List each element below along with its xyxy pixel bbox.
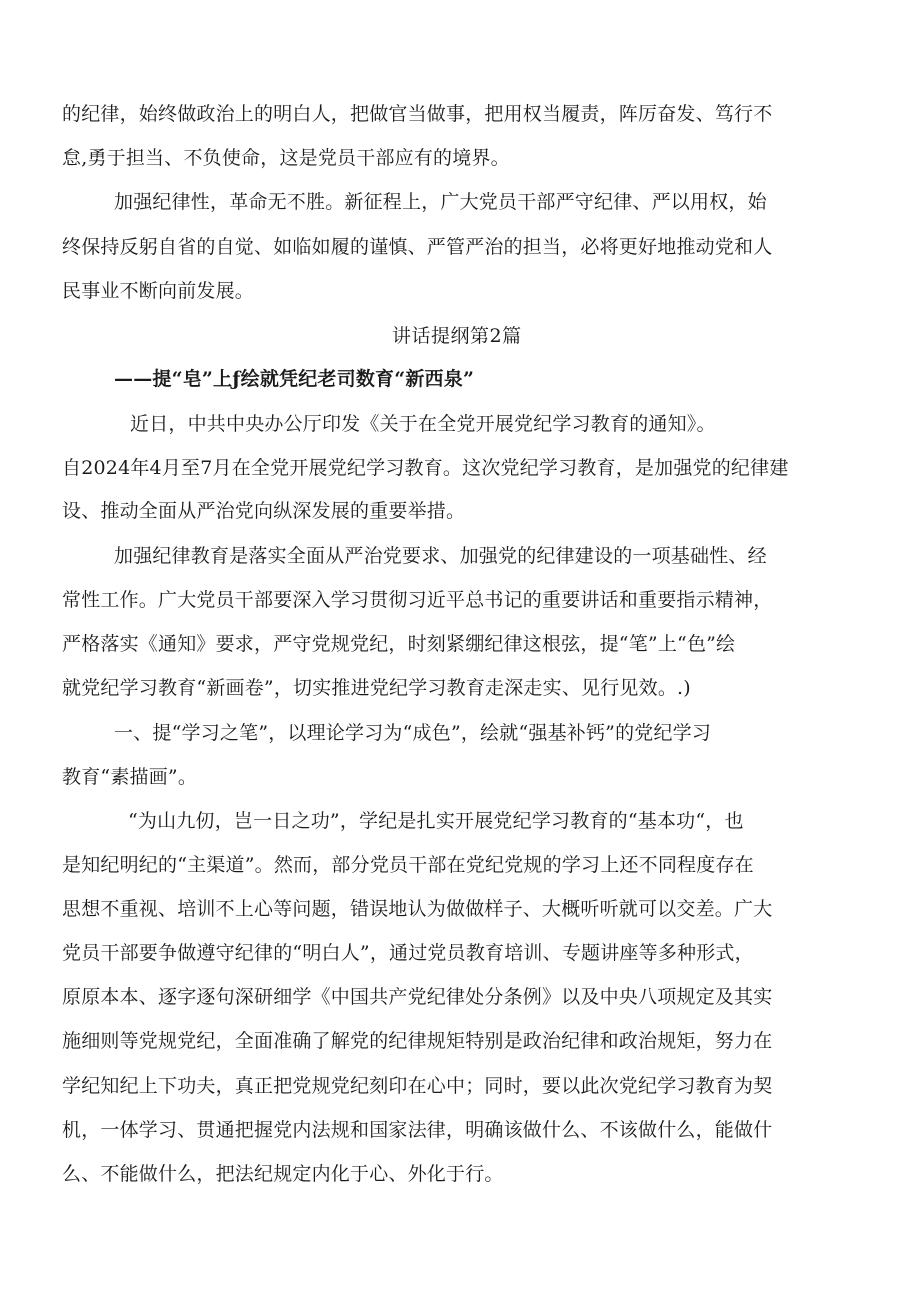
text-line: 么、不能做什么，把法纪规定内化于心、外化于行。 (62, 1163, 504, 1185)
text-line: 常性工作。广大党员干部要深入学习贯彻习近平总书记的重要讲话和重要指示精神， (62, 589, 773, 611)
text-line: 是知纪明纪的“主渠道”。然而，部分党员干部在党纪党规的学习上还不同程度存在 (62, 854, 754, 876)
text-line: 自2024年4月至7月在全党开展党纪学习教育。这次党纪学习教育，是加强党的纪律建 (62, 457, 789, 479)
text-line: 机，一体学习、贯通把握党内法规和国家法律，明确该做什么、不该做什么，能做什 (62, 1119, 773, 1141)
text-line: 思想不重视、培训不上心等问题，错误地认为做做样子、大概听听就可以交差。广大 (62, 898, 773, 920)
text-line: 设、推动全面从严治党向纵深发展的重要举措。 (62, 500, 466, 522)
text-line: 严格落实《通知》要求，严守党规党纪，时刻紧绷纪律这根弦，提“笔”上“色”绘 (62, 633, 736, 655)
text-line: 终保持反躬自省的自觉、如临如履的谨慎、严管严治的担当，必将更好地推动党和人 (62, 236, 773, 258)
text-line: 怠,勇于担当、不负使命，这是党员干部应有的境界。 (62, 147, 510, 169)
text-line: 原原本本、逐字逐句深研细学《中国共产党纪律处分条例》以及中央八项规定及其实 (62, 986, 773, 1008)
text-line: 近日，中共中央办公厅印发《关于在全党开展党纪学习教育的通知》。 (130, 413, 716, 435)
section-subtitle: ——提“皂”上ƒ绘就凭纪老司数育“新西泉” (114, 368, 475, 390)
text-line: 教育“素描画”。 (62, 766, 198, 788)
text-line: 加强纪律性，革命无不胜。新征程上，广大党员干部严守纪律、严以用权，始 (114, 191, 767, 213)
text-line: 就党纪学习教育“新画卷”，切实推进党纪学习教育走深走实、见行见效。.) (62, 677, 691, 699)
text-line: 党员干部要争做遵守纪律的“明白人”，通过党员教育培训、专题讲座等多种形式， (62, 942, 754, 964)
text-line: 民事业不断向前发展。 (62, 280, 255, 302)
text-line: 学纪知纪上下功夫，真正把党规党纪刻印在心中；同时，要以此次党纪学习教育为契 (62, 1075, 773, 1097)
text-line: “为山九仞，岂一日之功”，学纪是扎实开展党纪学习教育的“基本功“，也 (128, 810, 744, 832)
text-line: 的纪律，始终做政治上的明白人，把做官当做事，把用权当履责，阵厉奋发、笃行不 (62, 103, 773, 125)
section-title: 讲话提纲第2篇 (392, 325, 522, 347)
text-line: 加强纪律教育是落实全面从严治党要求、加强党的纪律建设的一项基础性、经 (114, 545, 767, 567)
text-line: 一、提“学习之笔”，以理论学习为“成色”，绘就“强基补钙”的党纪学习 (114, 722, 712, 744)
text-line: 施细则等党规党纪，全面准确了解党的纪律规矩特别是政治纪律和政治规矩，努力在 (62, 1030, 773, 1052)
